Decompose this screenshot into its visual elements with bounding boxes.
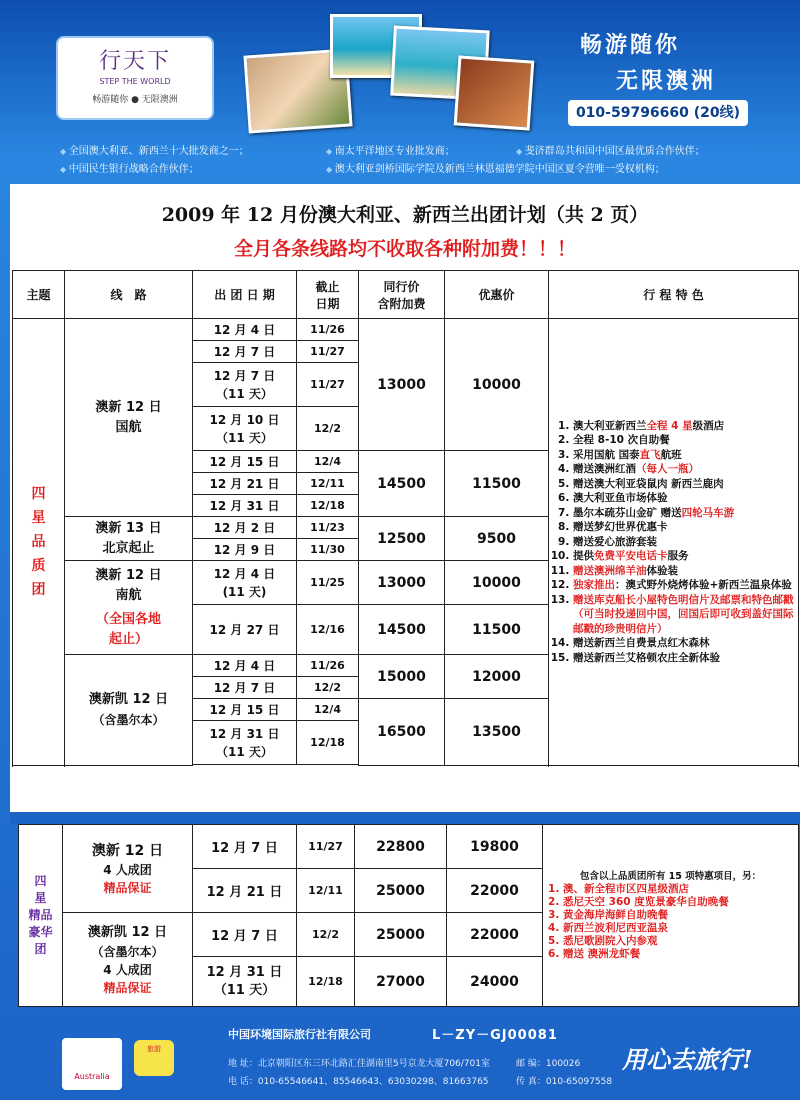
feature-text: 赠送梦幻世界优惠卡	[573, 521, 668, 534]
tag-fiji: ◆ 斐济群岛共和国中国区最优质合作伙伴；	[516, 142, 705, 157]
route-aoxinkai12-premium: 澳新凯 12 日 （含墨尔本） 4 人成团 精品保证	[63, 913, 193, 1007]
peer-price-cell: 14500	[359, 451, 445, 517]
page-title: 2009 年 12 月份澳大利亚、新西兰出团计划（共 2 页）	[161, 204, 649, 226]
discount-price-cell: 10000	[445, 319, 549, 451]
premium-feature-item: 1. 澳、新全程市区四星级酒店	[563, 883, 794, 896]
route-aoxin13-beijing: 澳新 13 日 北京起止	[65, 517, 193, 561]
deadline-cell: 12/11	[297, 473, 359, 495]
date-cell: 12 月 31 日	[193, 495, 297, 517]
deadline-cell: 11/30	[297, 539, 359, 561]
feature-highlight: 直飞	[639, 448, 661, 461]
feature-highlight: 全程 4 星	[646, 419, 693, 432]
footer-zip: 邮 编：100026	[516, 1059, 581, 1069]
table-row	[13, 319, 799, 341]
theme-four-star-luxury: 四 星 精品 豪华 团	[19, 825, 63, 1007]
feature-item	[573, 549, 794, 564]
feature-text: 提供	[573, 550, 594, 563]
deadline-cell: 12/2	[297, 913, 355, 957]
feature-text: 赠送澳洲红酒	[573, 463, 636, 476]
route-aoxinkai12: 澳新凯 12 日 （含墨尔本）	[65, 655, 193, 766]
feature-item	[573, 477, 794, 492]
route-aoxin12-cz: 澳新 12 日 南航 （全国各地 起止）	[65, 561, 193, 655]
feature-text: 赠送澳大利亚袋鼠肉 新西兰鹿肉	[573, 477, 724, 490]
feature-text: 赠送新西兰自费景点红木森林	[573, 637, 710, 650]
peer-price-cell: 16500	[359, 699, 445, 766]
feature-item	[573, 651, 794, 666]
tour-table	[12, 270, 799, 766]
col-theme: 主题	[13, 271, 65, 319]
route-aoxin12-premium: 澳新 12 日 4 人成团 精品保证	[63, 825, 193, 913]
route-aoxin12-ca: 澳新 12 日 国航	[65, 319, 193, 517]
footer-fax: 传 真：010-65097558	[516, 1077, 613, 1087]
date-cell: 12 月 2 日	[193, 517, 297, 539]
deadline-cell: 12/4	[297, 699, 359, 721]
date-cell: 12 月 7 日	[193, 913, 297, 957]
deadline-cell: 11/27	[297, 363, 359, 407]
brand-logo	[56, 36, 214, 120]
date-cell: 12 月 4 日 (11 天)	[193, 561, 297, 605]
feature-text: ：澳式野外烧烤体验+新西兰温泉体验	[615, 579, 792, 592]
peer-price-cell: 25000	[355, 869, 447, 913]
feature-item	[573, 448, 794, 463]
header-slogan-1: 畅游随你	[580, 33, 681, 58]
discount-price-cell: 11500	[445, 451, 549, 517]
deadline-cell: 11/27	[297, 825, 355, 869]
peer-price-cell: 25000	[355, 913, 447, 957]
deadline-cell: 11/26	[297, 319, 359, 341]
feature-text: 澳大利亚新西兰	[573, 419, 647, 432]
premium-table	[18, 824, 799, 1007]
feature-highlight: 独家推出	[573, 579, 615, 592]
feature-item	[573, 462, 794, 477]
discount-price-cell: 19800	[447, 825, 543, 869]
feature-item	[573, 520, 794, 535]
feature-item	[573, 419, 794, 434]
feature-text: 体验装	[646, 564, 678, 577]
logo-slogan: 畅游随你 ● 无限澳洲	[92, 95, 178, 105]
col-discount-price: 优惠价	[445, 271, 549, 319]
feature-highlight: 赠送澳洲绵羊油	[573, 564, 647, 577]
date-cell: 12 月 7 日 （11 天）	[193, 363, 297, 407]
discount-price-cell: 22000	[447, 869, 543, 913]
tag-south-pacific: ◆ 南太平洋地区专业批发商；	[326, 142, 455, 157]
photo-musician	[454, 55, 535, 130]
footer-motto: 用心去旅行!	[622, 1045, 753, 1074]
page-subtitle: 全月各条线路均不收取各种附加费！！！	[233, 238, 576, 260]
discount-price-cell: 9500	[445, 517, 549, 561]
tag-camp: ◆ 澳大利亚剑桥国际学院及新西兰林恩福德学院中国区夏令营唯一受权机构；	[326, 160, 665, 175]
feature-text: 服务	[667, 550, 689, 563]
peer-price-cell: 13000	[359, 561, 445, 605]
discount-price-cell: 11500	[445, 605, 549, 655]
feature-item	[573, 593, 794, 637]
features-list	[549, 319, 799, 766]
date-cell: 12 月 15 日	[193, 699, 297, 721]
feature-text: 墨尔本疏芬山金矿 赠送	[573, 506, 682, 519]
feature-item	[573, 506, 794, 521]
premium-features-head: 包含以上品质团所有 15 项特惠项目，另：	[579, 871, 762, 882]
deadline-cell: 12/2	[297, 407, 359, 451]
peer-price-cell: 12500	[359, 517, 445, 561]
date-cell: 12 月 4 日	[193, 655, 297, 677]
peer-price-cell: 13000	[359, 319, 445, 451]
date-cell: 12 月 31 日 （11 天）	[193, 721, 297, 765]
partner-logo: 旅游	[134, 1040, 174, 1076]
col-route: 线 路	[65, 271, 193, 319]
header-slogan-2: 无限澳洲	[616, 69, 717, 94]
deadline-cell: 12/18	[297, 721, 359, 765]
logo-english: STEP THE WORLD	[99, 77, 171, 86]
col-features: 行 程 特 色	[549, 271, 799, 319]
date-cell: 12 月 21 日	[193, 869, 297, 913]
premium-feature-item: 2. 悉尼天空 360 度览景豪华自助晚餐	[563, 896, 794, 909]
deadline-cell: 12/4	[297, 451, 359, 473]
date-cell: 12 月 21 日	[193, 473, 297, 495]
peer-price-cell: 27000	[355, 957, 447, 1007]
discount-price-cell: 13500	[445, 699, 549, 766]
hotline-phone[interactable]: 010-59796660 (20线)	[568, 100, 748, 126]
discount-price-cell: 22000	[447, 913, 543, 957]
date-cell: 12 月 7 日	[193, 677, 297, 699]
table-row	[19, 825, 799, 869]
footer-address: 地 址：北京朝阳区东三环北路汇佳湖南里5号京龙大厦706/701室	[228, 1059, 490, 1069]
theme-four-star: 四 星 品 质 团	[13, 319, 65, 766]
deadline-cell: 12/2	[297, 677, 359, 699]
route-note: （含墨尔本）	[92, 712, 165, 727]
premium-feature-item: 6. 赠送 澳洲龙虾餐	[563, 948, 794, 961]
date-cell: 12 月 7 日	[193, 825, 297, 869]
feature-highlight: 赠送库克船长小屋特色明信片及邮票和特色邮戳（可当时投递回中国，回国后即可收到盖好国际邮戳的珍贵明信片）	[573, 593, 794, 635]
col-peer-price: 同行价 含附加费	[359, 271, 445, 319]
feature-item	[573, 636, 794, 651]
date-cell: 12 月 27 日	[193, 605, 297, 655]
feature-text: 全程 8-10 次自助餐	[573, 434, 670, 447]
tag-minsheng-bank: ◆ 中国民生银行战略合作伙伴；	[60, 160, 199, 175]
feature-text: 赠送新西兰艾格顿农庄全新体验	[573, 651, 720, 664]
discount-price-cell: 24000	[447, 957, 543, 1007]
date-cell: 12 月 9 日	[193, 539, 297, 561]
feature-item	[573, 578, 794, 593]
date-cell: 12 月 10 日 （11 天）	[193, 407, 297, 451]
feature-text: 澳大利亚鱼市场体验	[573, 492, 668, 505]
deadline-cell: 12/16	[297, 605, 359, 655]
deadline-cell: 11/26	[297, 655, 359, 677]
date-cell: 12 月 31 日 （11 天）	[193, 957, 297, 1007]
deadline-cell: 12/18	[297, 495, 359, 517]
feature-text: 采用国航 国泰	[573, 448, 640, 461]
australia-logo: Australia	[62, 1038, 122, 1090]
feature-item	[573, 535, 794, 550]
quality-badge: 精品保证	[103, 880, 152, 895]
peer-price-cell: 15000	[359, 655, 445, 699]
premium-feature-item: 3. 黄金海岸海鲜自助晚餐	[563, 909, 794, 922]
deadline-cell: 12/11	[297, 869, 355, 913]
quality-badge: 精品保证	[103, 980, 152, 995]
discount-price-cell: 10000	[445, 561, 549, 605]
company-name: 中国环境国际旅行社有限公司	[228, 1028, 371, 1041]
route-note: （全国各地 起止）	[95, 611, 161, 647]
deadline-cell: 11/25	[297, 561, 359, 605]
feature-item	[573, 564, 794, 579]
premium-feature-item: 4. 新西兰波利尼西亚温泉	[563, 922, 794, 935]
tag-wholesaler: ◆ 全国澳大利亚、新西兰十大批发商之一；	[60, 142, 249, 157]
feature-text: 级酒店	[692, 419, 725, 432]
deadline-cell: 12/18	[297, 957, 355, 1007]
feature-highlight: （每人一瓶）	[636, 463, 699, 476]
date-cell: 12 月 4 日	[193, 319, 297, 341]
date-cell: 12 月 15 日	[193, 451, 297, 473]
license-number: L－ZY－GJ00081	[432, 1028, 558, 1043]
table-header-row	[13, 271, 799, 319]
feature-text: 赠送爱心旅游套装	[573, 535, 657, 548]
section-divider	[10, 812, 800, 824]
premium-features	[543, 825, 799, 1007]
footer-tel: 电 话：010-65546641、85546643、63030298、81663765	[228, 1077, 489, 1087]
feature-item	[573, 433, 794, 448]
feature-text: 航班	[660, 448, 682, 461]
premium-feature-item: 5. 悉尼歌剧院入内参观	[563, 935, 794, 948]
logo-title: 行天下	[98, 49, 171, 74]
date-cell: 12 月 7 日	[193, 341, 297, 363]
col-date: 出 团 日 期	[193, 271, 297, 319]
col-deadline: 截止 日期	[297, 271, 359, 319]
peer-price-cell: 22800	[355, 825, 447, 869]
deadline-cell: 11/23	[297, 517, 359, 539]
feature-highlight: 四轮马车游	[681, 506, 735, 519]
deadline-cell: 11/27	[297, 341, 359, 363]
peer-price-cell: 14500	[359, 605, 445, 655]
feature-item	[573, 491, 794, 506]
feature-highlight: 免费平安电话卡	[594, 550, 668, 563]
discount-price-cell: 12000	[445, 655, 549, 699]
